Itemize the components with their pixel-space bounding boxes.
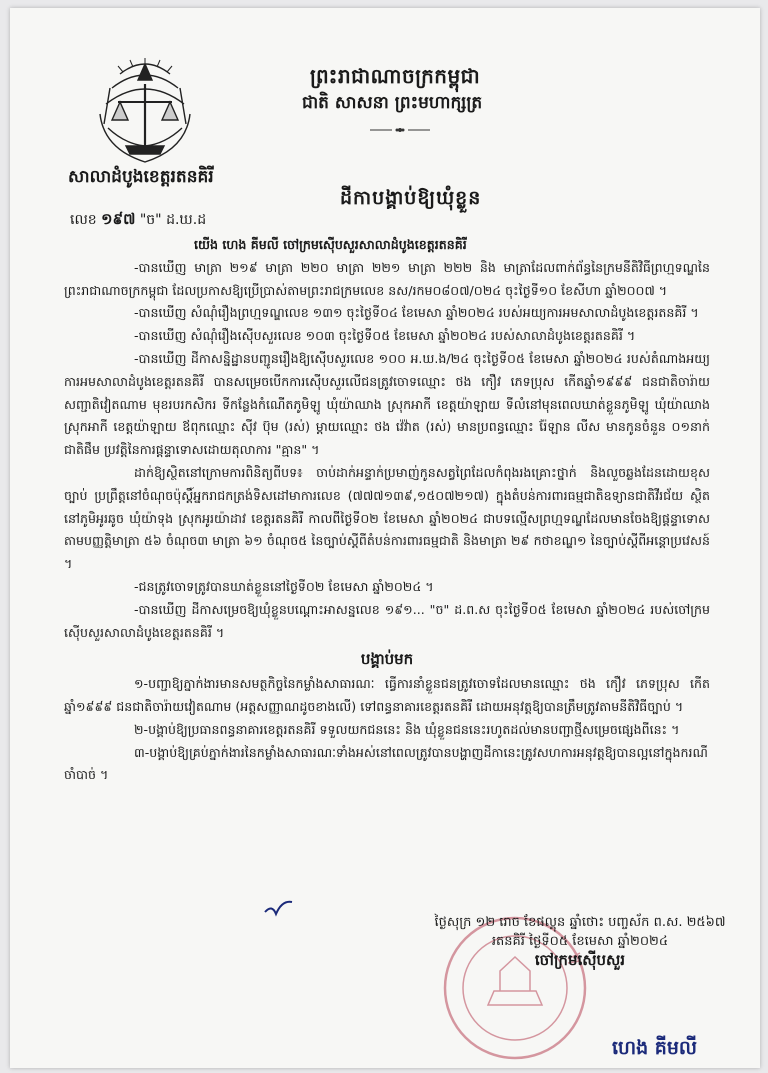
ref-suffix: "ច" ដ.ឃ.ដ	[139, 212, 207, 228]
court-emblem-icon	[90, 54, 200, 169]
paragraph: -ជនត្រូវចោទត្រូវបានឃាត់ខ្លួននៅថ្ងៃទី០២ ខែមេសា ឆ្នាំ២០២៤ ។	[134, 578, 434, 594]
order-item: ៣-បង្គាប់ឱ្យគ្រប់ភ្នាក់ងារនៃកម្លាំងសាធារណៈទាំងអស់នៅពេលត្រូវបានបង្ហាញដីកានេះត្រូវសហការអនុវត្តឱ្យបានល្អនៅក្នុងករណីចាំបាច់ ។	[64, 744, 708, 783]
kingdom-heading: ព្រះរាជាណាចក្រកម្ពុជា	[310, 64, 481, 88]
signer-role: ចៅក្រមស៊ើបសួរ	[534, 951, 626, 969]
paragraph: -បានឃើញ ដីកាសន្និដ្ឋានបញ្ជូនរឿងឱ្យស៊ើបសួរលេខ ១០០ អ.ឃ.ង/២៤ ចុះថ្ងៃទី០៥ ខែមេសា ឆ្នាំ២០២៤ របស់តំណាងអយ្យការអមសាលាដំបូងខេត្តរតនគិរី បានសម្រេចបើកការស៊ើបសួរលើជនត្រូវចោទឈ្មោះ ថង កឿវ ភេទប្រុស កើតឆ្នាំ១៩៩៩ ជនជាតិចារ៉ាយ សញ្ជាតិវៀតណាម មុខរបរកសិករ ទីកន្លែងកំណើតភូមិឡូ ឃុំយ៉ាឈាង ស្រុកអាកី ខេត្តយ៉ាឡាយ ទីលំនៅមុនពេលឃាត់ខ្លួនភូមិឡូ ឃុំយ៉ាឈាង ស្រុកអាកី ខេត្តយ៉ាឡាយ ឪពុកឈ្មោះ ស៊ីវ ប៊ុម (រស់) ម្តាយឈ្មោះ ថង វ៉េវ៉ាត (រស់) មានប្រពន្ធឈ្មោះ រ៉ែឡាន លីស មានកូនចំនួន ០១នាក់ ជាតិផឹម ប្រវត្តិនៃការផ្តន្ទាទោសដោយតុលាការ "គ្មាន" ។	[64, 350, 710, 458]
paragraph: -បានឃើញ ដីកាសម្រេចឱ្យឃុំខ្លួនបណ្តោះអាសន្នលេខ ១៩១... "ច" ដ.ព.ស ចុះថ្ងៃទី០៥ ខែមេសា ឆ្នាំ២០២៤ របស់ចៅក្រមស៊ើបសួរសាលាដំបូងខេត្តរតនគិរី ។	[64, 601, 710, 640]
national-motto: ជាតិ សាសនា ព្រះមហាក្សត្រ	[302, 93, 483, 113]
orders-heading: បង្គាប់មក	[360, 650, 414, 669]
order-item: ១-បញ្ជាឱ្យភ្នាក់ងារមានសមត្ថកិច្ចនៃកម្លាំងសាធារណៈ ធ្វើការនាំខ្លួនជនត្រូវចោទដែលមានឈ្មោះ ថង កឿវ ភេទប្រុស កើតឆ្នាំ១៩៩៩ ជនជាតិចារ៉ាយវៀតណាម (អត្តសញ្ញាណដូចខាងលើ) ទៅពន្ធនាគារខេត្តរតនគិរី ដោយអនុវត្តឱ្យបានត្រឹមត្រូវតាមនីតិវិធីច្បាប់ ។	[64, 676, 710, 714]
document-page	[10, 8, 760, 1068]
handwritten-mark-icon	[262, 898, 296, 922]
document-body	[64, 234, 710, 787]
order-item: ២-បង្គាប់ឱ្យប្រធានពន្ធនាគារខេត្តរតនគិរី ទទួលយកជននេះ និង ឃុំខ្លួនជននេះរហូតដល់មានបញ្ជាថ្មីសម្រេចផ្សេងពីនេះ ។	[134, 721, 680, 737]
ref-prefix: លេខ	[70, 212, 97, 228]
paragraph: -បានឃើញ សំណុំរឿងស៊ើបសួរលេខ ១០៣ ចុះថ្ងៃទី០៥ ខែមេសា ឆ្នាំ២០២៤ របស់សាលាដំបូងខេត្តរតនគិរី ។	[134, 328, 636, 344]
court-name: សាលាដំបូងខេត្តរតនគិរី	[68, 167, 214, 187]
place-date: រតនគិរី ថ្ងៃទី០៥ ខែមេសា ឆ្នាំ២០២៤	[491, 934, 669, 949]
intro-line: យើង ហេង គីមលី ចៅក្រមស៊ើបសួរសាលាដំបូងខេត្តរតនគិរី	[194, 237, 467, 252]
document-title: ដីកាបង្គាប់ឱ្យឃុំខ្លួន	[340, 187, 482, 209]
signer-name: ហេង គីមលី	[612, 1037, 698, 1059]
ornament-divider	[370, 126, 430, 134]
reference-number	[70, 210, 206, 232]
closing-block	[410, 913, 750, 970]
paragraph: -បានឃើញ សំណុំរឿងព្រហ្មទណ្ឌលេខ ១៣១ ចុះថ្ងៃទី០៤ ខែមេសា ឆ្នាំ២០២៤ របស់អយ្យការអមសាលាដំបូងខេត្តរតនគិរី ។	[134, 305, 699, 321]
paragraph: ដាក់ឱ្យស្ថិតនៅក្រោមការពិនិត្យពីបទ៖ ចាប់ដាក់អន្ទាក់ប្រមាញ់កូនសត្វព្រៃដែលកំពុងរងគ្រោះថ្នាក់ និងលួចឆ្លងដែនដោយខុសច្បាប់ ប្រព្រឹត្តនៅចំណុចប៉ុស្តិ៍អ្នករាជកត្រង់ទិសដៅមាការលេខ (៧៧៧១៣៩,១៥០៧២១៧) ក្នុងតំបន់ការពារធម្មជាតិឧទ្យានជាតិវីរជ័យ ស្ថិតនៅភូមិអូរឆូច ឃុំយ៉ាទុង ស្រុកអូរយ៉ាដាវ ខេត្តរតនគិរី កាលពីថ្ងៃទី០២ ខែមេសា ឆ្នាំ២០២៤ ជាបទល្មើសព្រហ្មទណ្ឌដែលមានចែងឱ្យផ្តន្ទាទោសតាមបញ្ញត្តិមាត្រា ៥៦ ចំណុច៣ មាត្រា ៦១ ចំណុច៥ នៃច្បាប់ស្តីពីតំបន់ការពារធម្មជាតិ និងមាត្រា ២៩ កថាខណ្ឌ១ នៃច្បាប់ស្តីពីអន្តោប្រវេសន៍ ។	[64, 464, 710, 572]
paragraph: -បានឃើញ មាត្រា ២១៩ មាត្រា ២២០ មាត្រា ២២១ មាត្រា ២២២ និង មាត្រាដែលពាក់ព័ន្ធនៃក្រមនីតិវិធីព្រហ្មទណ្ឌនៃព្រះរាជាណាចក្រកម្ពុជា ដែលប្រកាសឱ្យប្រើប្រាស់តាមព្រះរាជក្រមលេខ នស/រកម០៨០៧/០២៤ ចុះថ្ងៃទី១០ ខែសីហា ឆ្នាំ២០០៧ ។	[64, 259, 710, 298]
lunar-date: ថ្ងៃសុក្រ ១២ រោច ខែផល្គុន ឆ្នាំថោះ បញ្ចស័ក ព.ស. ២៥៦៧	[434, 915, 726, 930]
ref-number: ១៩៧	[101, 210, 136, 228]
